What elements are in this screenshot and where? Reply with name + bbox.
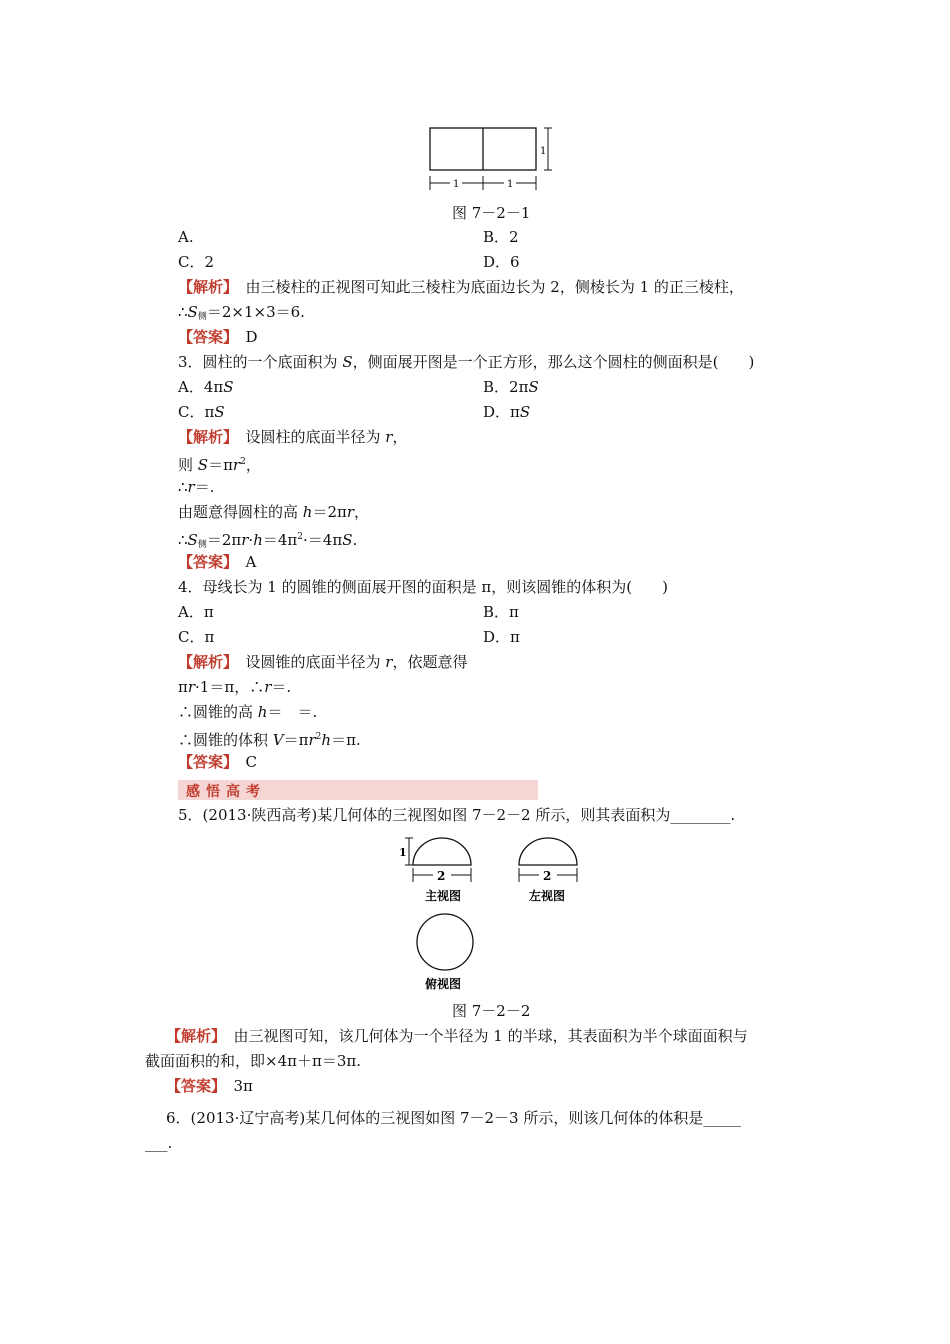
left-view-label: 左视图 (529, 889, 566, 903)
solution-line: 由题意得圆柱的高 h＝2πr， (178, 503, 370, 521)
figure-7-2-1 (420, 120, 570, 196)
answer-line: 【答案】 A (178, 553, 257, 571)
option-b: B．π (483, 603, 519, 621)
answer-line: 【答案】 D (178, 328, 258, 346)
answer-line: 【答案】 3π (166, 1077, 253, 1095)
option-d: D．π (483, 628, 520, 646)
section-banner (178, 780, 538, 800)
dim-width-right-label: 1 (507, 179, 514, 190)
front-view-label: 主视图 (425, 889, 462, 903)
option-a: A．π (178, 603, 214, 621)
option-a: A. (178, 228, 194, 246)
jiexi-label: 【解析】 (178, 653, 231, 671)
question-6-stem-cont: ___. (145, 1134, 173, 1152)
daan-label: 【答案】 (178, 328, 231, 346)
solution-line: ∴圆锥的高 h＝ ＝. (178, 703, 318, 721)
question-3-stem: 3．圆柱的一个底面积为 S，侧面展开图是一个正方形，那么这个圆柱的侧面积是( ) (178, 353, 755, 371)
dim-width-label: 2 (437, 869, 446, 883)
solution-line: $\therefore S_侧=2\times 1\times 3=6$. (178, 303, 305, 322)
solution-line: 【解析】 由三视图可知，该几何体为一个半径为 1 的半球，其表面积为半个球面面积与 (166, 1027, 748, 1045)
solution-line: 【解析】 设圆柱的底面半径为 r， (178, 428, 408, 446)
question-4-stem: 4．母线长为 1 的圆锥的侧面展开图的面积是 π，则该圆锥的体积为( ) (178, 578, 668, 596)
option-d: D．6 (483, 253, 520, 271)
solution-line: 【解析】 设圆锥的底面半径为 r，依题意得 (178, 653, 468, 671)
section-banner-title: 感悟高考 (186, 784, 266, 800)
figure-caption-1: 图 7－2－1 (452, 204, 531, 222)
solution-line: 截面面积的和，即×4π＋π＝3π. (145, 1052, 361, 1070)
top-view-label: 俯视图 (425, 977, 462, 991)
question-5-stem: 5．(2013·陕西高考)某几何体的三视图如图 7－2－2 所示，则其表面积为________. (178, 806, 736, 824)
dim-height-label: 1 (399, 846, 407, 859)
option-b: B．2 (483, 228, 519, 246)
solution-line: 则 $S=\pi r^2$， (178, 456, 261, 474)
option-d: D．πS (483, 403, 531, 421)
jiexi-label: 【解析】 (178, 428, 231, 446)
dim-height-label: 1 (540, 146, 547, 157)
daan-label: 【答案】 (178, 553, 231, 571)
option-b: B．2πS (483, 378, 539, 396)
figure-7-2-2 (395, 832, 595, 992)
jiexi-label: 【解析】 (166, 1027, 219, 1045)
solution-line: $\therefore S_侧=2\pi r\cdot h=4\pi^2\cdot=4\pi S$. (178, 531, 358, 550)
option-c: C．π (178, 628, 215, 646)
option-a: A．4πS (178, 378, 234, 396)
solution-line (178, 277, 744, 297)
dim-width-label: 2 (543, 869, 552, 883)
figure-caption-2: 图 7－2－2 (452, 1002, 531, 1020)
daan-label: 【答案】 (166, 1077, 219, 1095)
solution-line: ∴r＝. (178, 478, 215, 496)
left-view-semicircle (519, 838, 577, 865)
solution-line: πr·1＝π，∴r＝. (178, 678, 292, 696)
top-view-circle (417, 914, 473, 970)
solution-text: 由三棱柱的正视图可知此三棱柱为底面边长为 2，侧棱长为 1 的正三棱柱， (230, 278, 744, 296)
front-view-semicircle (413, 838, 471, 865)
option-c: C．πS (178, 403, 225, 421)
dim-width-left-label: 1 (453, 179, 460, 190)
jiexi-label: 【解析】 (178, 278, 231, 296)
daan-label: 【答案】 (178, 753, 231, 771)
answer-line: 【答案】 C (178, 753, 257, 771)
option-c: C．2 (178, 253, 215, 271)
solution-line: ∴圆锥的体积 $V=\pi r^2h=\pi$. (178, 731, 361, 749)
question-6-stem: 6．(2013·辽宁高考)某几何体的三视图如图 7－2－3 所示，则该几何体的体积是_____ (166, 1109, 741, 1127)
